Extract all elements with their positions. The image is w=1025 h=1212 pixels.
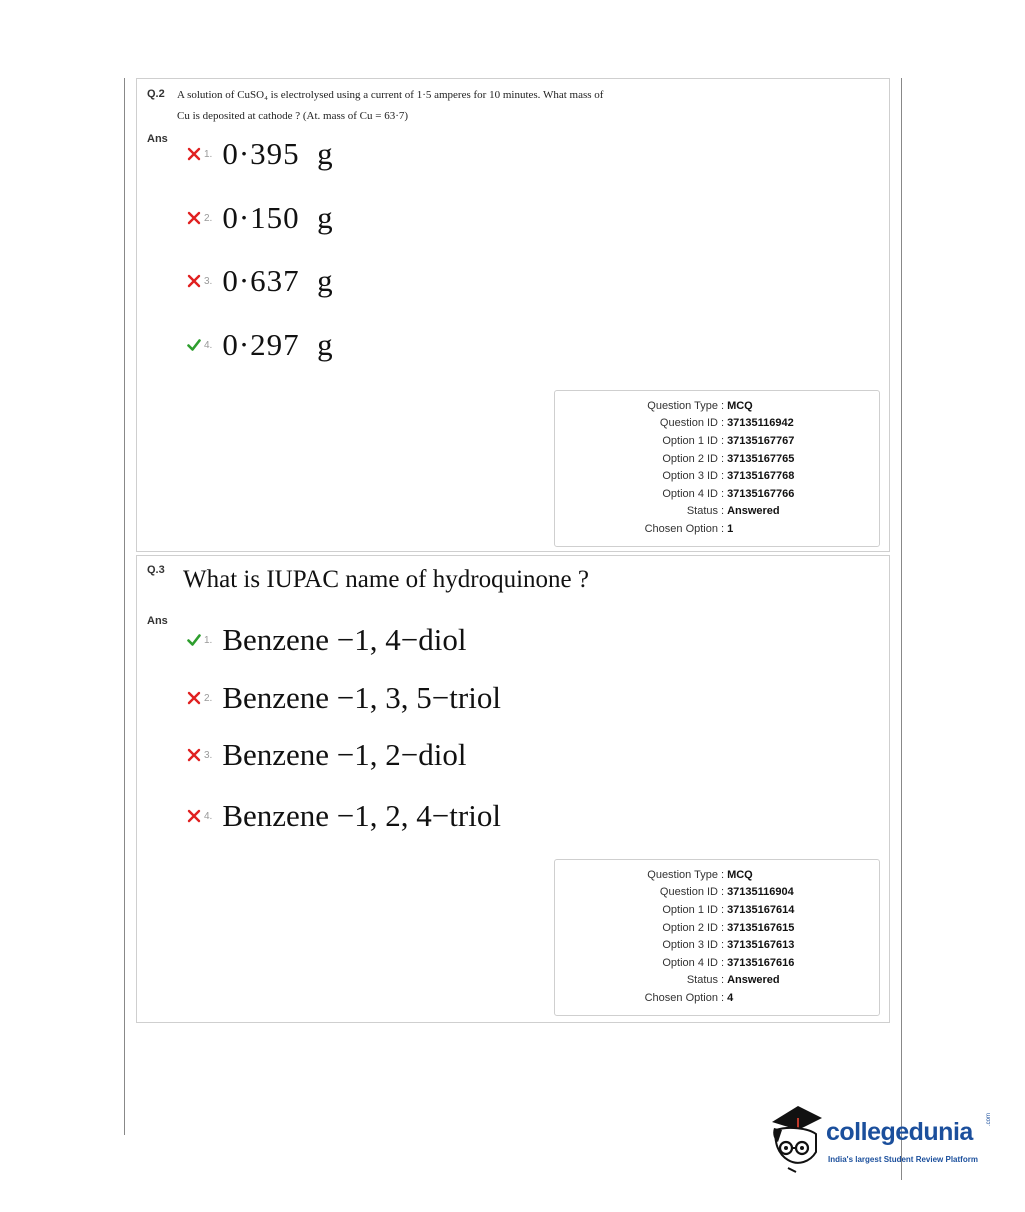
info-key: Question Type [647, 399, 718, 412]
info-key: Option 2 ID [662, 921, 718, 934]
info-row [555, 520, 879, 538]
info-separator: : [721, 470, 725, 483]
answer-label: Ans [147, 615, 168, 627]
option-text: 0·297 g [222, 327, 334, 362]
info-key: Status [686, 505, 718, 518]
mascot-icon [768, 1104, 824, 1174]
info-key: Option 1 ID [662, 903, 718, 916]
info-separator: : [721, 522, 725, 535]
cross-icon [187, 691, 201, 705]
info-separator: : [721, 886, 725, 899]
info-separator: : [721, 399, 725, 412]
option-3 [187, 261, 334, 301]
cross-icon [187, 809, 201, 823]
left-border-line [124, 78, 125, 1135]
info-separator: : [721, 956, 725, 969]
option-1 [187, 134, 334, 174]
option-text: Benzene −1, 4−diol [222, 622, 467, 657]
info-row [555, 467, 879, 485]
info-row [555, 884, 879, 902]
option-number: 3. [204, 275, 213, 287]
info-value: 4 [727, 991, 734, 1004]
option-4 [187, 796, 501, 836]
question-info-box [554, 859, 880, 1016]
cross-icon [187, 211, 201, 225]
info-row [555, 415, 879, 433]
info-key: Option 3 ID [662, 470, 718, 483]
info-key: Chosen Option [644, 522, 718, 535]
info-value: 37135167615 [727, 921, 795, 934]
question-2-panel [136, 78, 890, 552]
info-value: 37135167613 [727, 939, 795, 952]
option-number: 2. [204, 692, 213, 704]
option-number: 2. [204, 212, 213, 224]
question-number: Q.2 [147, 88, 165, 100]
info-separator: : [721, 505, 725, 518]
question-info-box [554, 390, 880, 547]
brand-name: collegedunia [826, 1118, 973, 1146]
info-row [555, 503, 879, 521]
info-value: 37135167616 [727, 956, 795, 969]
info-key: Status [686, 974, 718, 987]
info-separator: : [721, 417, 725, 430]
info-value: 37135116942 [727, 417, 794, 430]
info-separator: : [721, 974, 725, 987]
question-number: Q.3 [147, 564, 165, 576]
info-row [555, 866, 879, 884]
option-text: 0·637 g [222, 263, 334, 298]
option-2 [187, 198, 334, 238]
info-value: MCQ [727, 868, 753, 881]
info-row [555, 450, 879, 468]
info-key: Chosen Option [644, 991, 718, 1004]
cross-icon [187, 274, 201, 288]
option-4 [187, 325, 334, 365]
info-value: Answered [727, 505, 780, 518]
info-key: Option 4 ID [662, 487, 718, 500]
info-value: MCQ [727, 399, 753, 412]
info-row [555, 432, 879, 450]
info-row [555, 901, 879, 919]
info-key: Question ID [659, 886, 718, 899]
question-text-line-2: Cu is deposited at cathode ? (At. mass of Cu = 63·7) [177, 110, 409, 122]
info-separator: : [721, 452, 725, 465]
option-text: Benzene −1, 2−diol [222, 737, 467, 772]
info-key: Option 3 ID [662, 939, 718, 952]
option-number: 4. [204, 339, 213, 351]
brand-tagline: India's largest Student Review Platform [828, 1155, 978, 1164]
info-separator: : [721, 487, 725, 500]
question-3-panel [136, 555, 890, 1023]
info-value: 37135167614 [727, 903, 795, 916]
question-text: What is IUPAC name of hydroquinone ? [183, 566, 589, 593]
info-row [555, 919, 879, 937]
info-separator: : [721, 939, 725, 952]
info-separator: : [721, 921, 725, 934]
info-row [555, 972, 879, 990]
info-value: 37135116904 [727, 886, 794, 899]
info-separator: : [721, 434, 725, 447]
info-row [555, 936, 879, 954]
answer-label: Ans [147, 133, 168, 145]
option-3 [187, 735, 467, 775]
info-value: Answered [727, 974, 780, 987]
option-number: 1. [204, 148, 213, 160]
info-separator: : [721, 903, 725, 916]
right-border-line [901, 78, 902, 1180]
info-row [555, 989, 879, 1007]
info-key: Option 1 ID [662, 434, 718, 447]
brand-suffix: .com [986, 1112, 992, 1126]
info-value: 1 [727, 522, 734, 535]
info-value: 37135167767 [727, 434, 795, 447]
info-separator: : [721, 868, 725, 881]
cross-icon [187, 147, 201, 161]
check-icon [187, 338, 201, 352]
option-number: 3. [204, 749, 213, 761]
option-text: 0·395 g [222, 136, 334, 171]
collegedunia-logo [768, 1104, 993, 1174]
option-text: Benzene −1, 2, 4−triol [222, 798, 501, 833]
check-icon [187, 633, 201, 647]
info-value: 37135167766 [727, 487, 795, 500]
info-key: Option 2 ID [662, 452, 718, 465]
info-key: Question ID [659, 417, 718, 430]
info-value: 37135167768 [727, 470, 795, 483]
info-key: Question Type [647, 868, 718, 881]
info-separator: : [721, 991, 725, 1004]
info-row [555, 485, 879, 503]
info-key: Option 4 ID [662, 956, 718, 969]
option-text: Benzene −1, 3, 5−triol [222, 680, 501, 715]
option-number: 4. [204, 810, 213, 822]
info-row [555, 397, 879, 415]
option-text: 0·150 g [222, 200, 334, 235]
info-value: 37135167765 [727, 452, 795, 465]
option-1 [187, 620, 467, 660]
info-row [555, 954, 879, 972]
cross-icon [187, 748, 201, 762]
option-number: 1. [204, 634, 213, 646]
option-2 [187, 678, 501, 718]
question-text-line-1: A solution of CuSO₄ is electrolysed using a current of 1·5 amperes for 10 minutes. What mass of [177, 89, 604, 101]
